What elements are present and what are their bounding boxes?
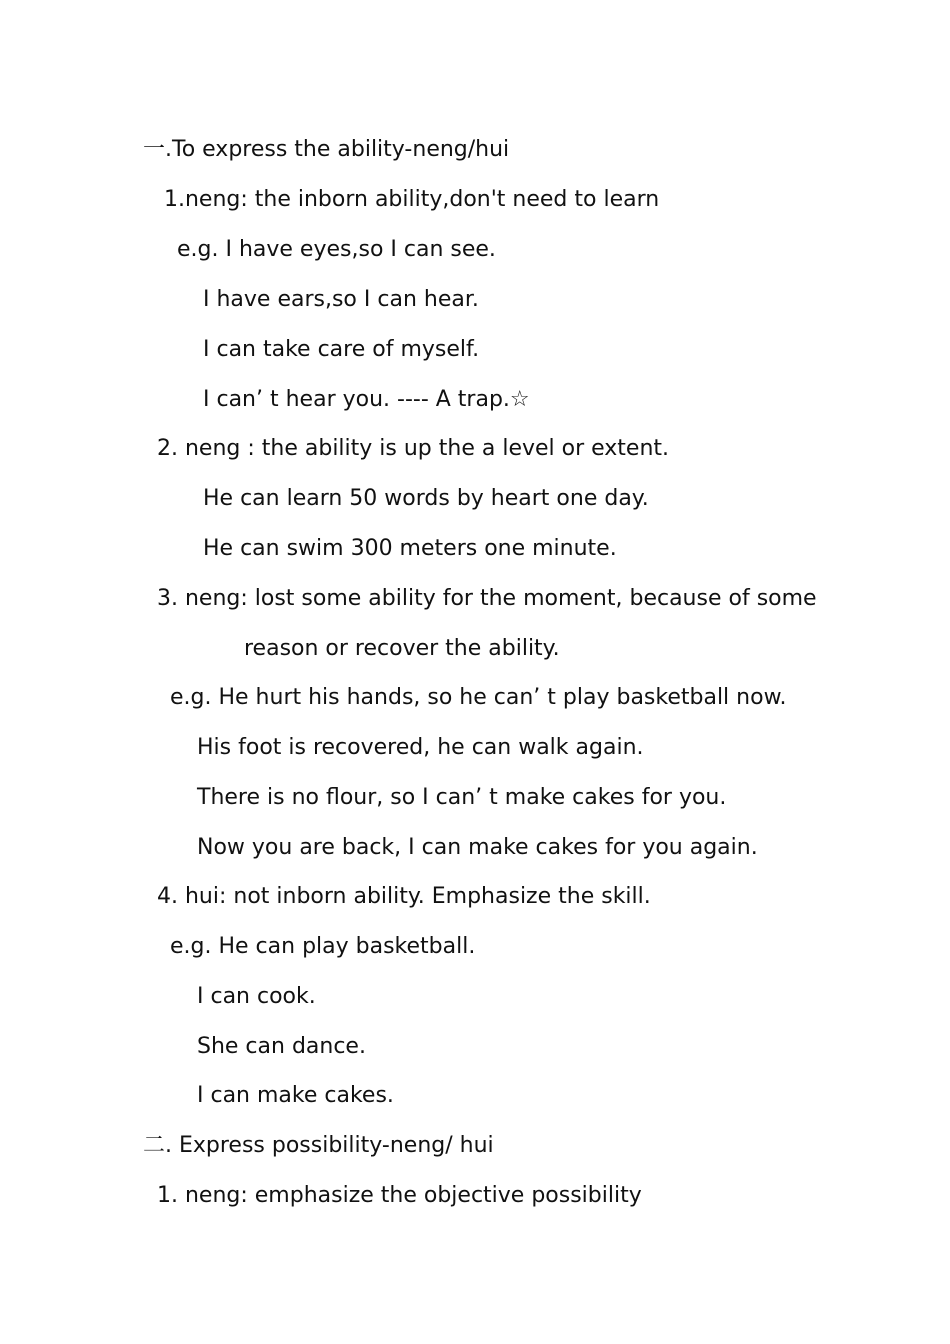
section-heading-possibility: 二. Express possibility-neng/ hui <box>143 1133 494 1158</box>
example-line: There is no flour, so I can’ t make cakes for you. <box>197 785 727 810</box>
point-2-neng: 2. neng : the ability is up the a level or extent. <box>157 436 670 461</box>
example-line: I can cook. <box>197 984 316 1009</box>
example-line: e.g. I have eyes,so I can see. <box>177 237 496 262</box>
example-line: He can swim 300 meters one minute. <box>203 536 617 561</box>
section-heading-ability: 一.To express the ability-neng/hui <box>143 137 510 162</box>
example-line: Now you are back, I can make cakes for you again. <box>197 835 758 860</box>
example-line: e.g. He hurt his hands, so he can’ t play basketball now. <box>170 685 787 710</box>
point-1-neng: 1.neng: the inborn ability,don't need to learn <box>164 187 660 212</box>
example-line: His foot is recovered, he can walk again. <box>197 735 644 760</box>
example-line-trap: I can’ t hear you. ---- A trap.☆ <box>203 387 530 412</box>
point-3-continuation: reason or recover the ability. <box>244 636 560 661</box>
example-line: I have ears,so I can hear. <box>203 287 479 312</box>
example-line: She can dance. <box>197 1034 366 1059</box>
example-line: e.g. He can play basketball. <box>170 934 476 959</box>
possibility-point-1-neng: 1. neng: emphasize the objective possibility <box>157 1183 642 1208</box>
point-3-neng: 3. neng: lost some ability for the moment, because of some <box>157 586 817 611</box>
example-line: I can make cakes. <box>197 1083 394 1108</box>
point-4-hui: 4. hui: not inborn ability. Emphasize the skill. <box>157 884 651 909</box>
example-line: He can learn 50 words by heart one day. <box>203 486 649 511</box>
example-line: I can take care of myself. <box>203 337 480 362</box>
